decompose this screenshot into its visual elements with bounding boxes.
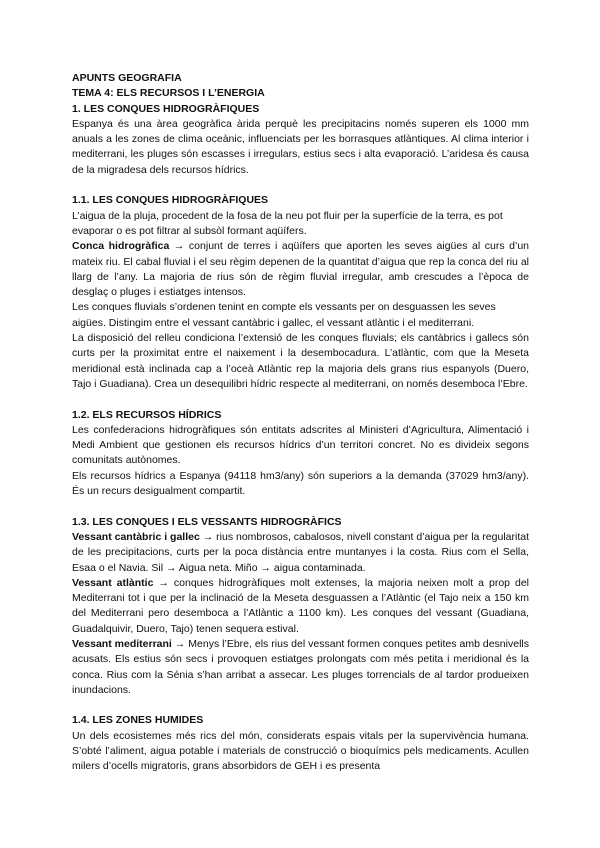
document-body <box>72 71 529 775</box>
spacer <box>72 499 529 514</box>
term-vessant-atlantic: Vessant atlàntic <box>72 576 154 589</box>
definition-text: → conques hidrogràfiques molt extenses, la majoria neixen molt a prop del Mediterrani tot i que per la inclinació de la Meseta desguassen a l’Atlàntic (el Tajo neix a 150 km del Mediterrani pero desemboca a l’Atlàntic a 1100 km). Les conques del vessant (Guadiana, Guadalquivir, Duero, Tajo) tenen sequera estival. <box>72 576 529 635</box>
paragraph-vessant-cantabric <box>72 530 529 576</box>
term-conca-hidrografica: Conca hidrogràfica <box>72 240 170 253</box>
spacer <box>72 178 529 193</box>
subsection-heading-1-4: 1.4. LES ZONES HUMIDES <box>72 714 204 727</box>
document-title: APUNTS GEOGRAFIA <box>72 72 182 84</box>
spacer <box>72 392 529 407</box>
subsection-heading-1-2: 1.2. ELS RECURSOS HÍDRICS <box>72 408 222 421</box>
topic-title: TEMA 4: ELS RECURSOS I L’ENERGIA <box>72 87 265 100</box>
paragraph: Els recursos hídrics a Espanya (94118 hm3/any) són superiors a la demanda (37029 hm3/any). És un recurs desigualment compartit. <box>72 469 529 498</box>
paragraph: La disposició del relleu condiciona l’extensió de les conques fluvials; els cantàbrics i gallecs són curts per la proximitat entre el naixement i la desembocadura. L’atlàntic, com que la Meseta meridional està inclinada cap a l’oceà Atlàntic rep la majoria dels grans rius espanyols (Duero, Tajo i Guadiana). Crea un desequilibri hídric respecte al mediterrani, on només desemboca l’Ebre. <box>72 332 529 390</box>
definition-text: → conjunt de terres i aqüífers que aporten les seves aigües al curs d’un mateix riu. El cabal fluvial i el seu règim depenen de la quantitat d’aigua que rep la conca del riu al llarg de l’any. La majoria de rius són de règim fluvial irregular, amb crescudes a l’època de desglaç o pluges i estiatges intensos. <box>72 240 529 299</box>
paragraph-vessant-atlantic <box>72 576 529 637</box>
paragraph-vessant-mediterrani <box>72 637 529 698</box>
section-heading: 1. LES CONQUES HIDROGRÀFIQUES <box>72 102 260 115</box>
subsection-heading-1-3: 1.3. LES CONQUES I ELS VESSANTS HIDROGRÀFICS <box>72 515 342 528</box>
term-vessant-mediterrani: Vessant mediterrani <box>72 637 172 650</box>
intro-paragraph: Espanya és una àrea geogràfica àrida perquè les precipitacins només superen els 1000 mm anuals a les zones de clima oceànic, influenciats per les borrasques atlàntiques. Al clima interior i mediterrani, les pluges són escasses i irregulars, estius secs i alta evaporació. L’aridesa és causa de la migradesa dels recursos hídrics. <box>72 117 529 176</box>
term-vessant-cantabric: Vessant cantàbric i gallec <box>72 530 200 543</box>
subsection-heading-1-1: 1.1. LES CONQUES HIDROGRÀFIQUES <box>72 194 269 207</box>
paragraph: L’aigua de la pluja, procedent de la fosa de la neu pot fluir per la superfície de la terra, es pot evaporar o es pot filtrar al subsòl formant aqüífers. <box>72 209 503 237</box>
spacer <box>72 698 529 713</box>
paragraph: Les conques fluvials s’ordenen tenint en compte els vessants per on desguassen les seves aigües. Distingim entre el vessant cantàbric i gallec, el vessant atlàntic i el mediterrani. <box>72 301 496 329</box>
definition-text: → Menys l’Ebre, els rius del vessant formen conques petites amb desnivells acusats. Els estius són secs i provoquen estiatges prolongats com més petita i meridional és la conca. Rius com la Sénia s’han arribat a assecar. Les pluges torrencials de al tardor produeixen inundacions. <box>72 637 529 696</box>
paragraph: Un dels ecosistemes més rics del món, considerats espais vitals per la supervivència humana. S’obté l’aliment, aigua potable i materials de construcció o bioquímics pels medicaments. Acullen milers d’ocells migratoris, grans absorbidors de GEH i es presenta <box>72 729 529 773</box>
definition-text: → rius nombrosos, cabalosos, nivell constant d’aigua per la regularitat de les precipitacions, curts per la poca distància entre muntanyes i la costa. Rius com el Sella, Esaa o el Navia. Sil → Aigua neta. Miño → aigua contaminada. <box>72 530 529 574</box>
paragraph-conca <box>72 239 529 300</box>
paragraph: Les confederacions hidrogràfiques són entitats adscrites al Ministeri d’Agricultura, Alimentació i Medi Ambient que gestionen els recursos hídrics d’un territori concret. No es divideix segons comunitats autònomes. <box>72 423 529 467</box>
